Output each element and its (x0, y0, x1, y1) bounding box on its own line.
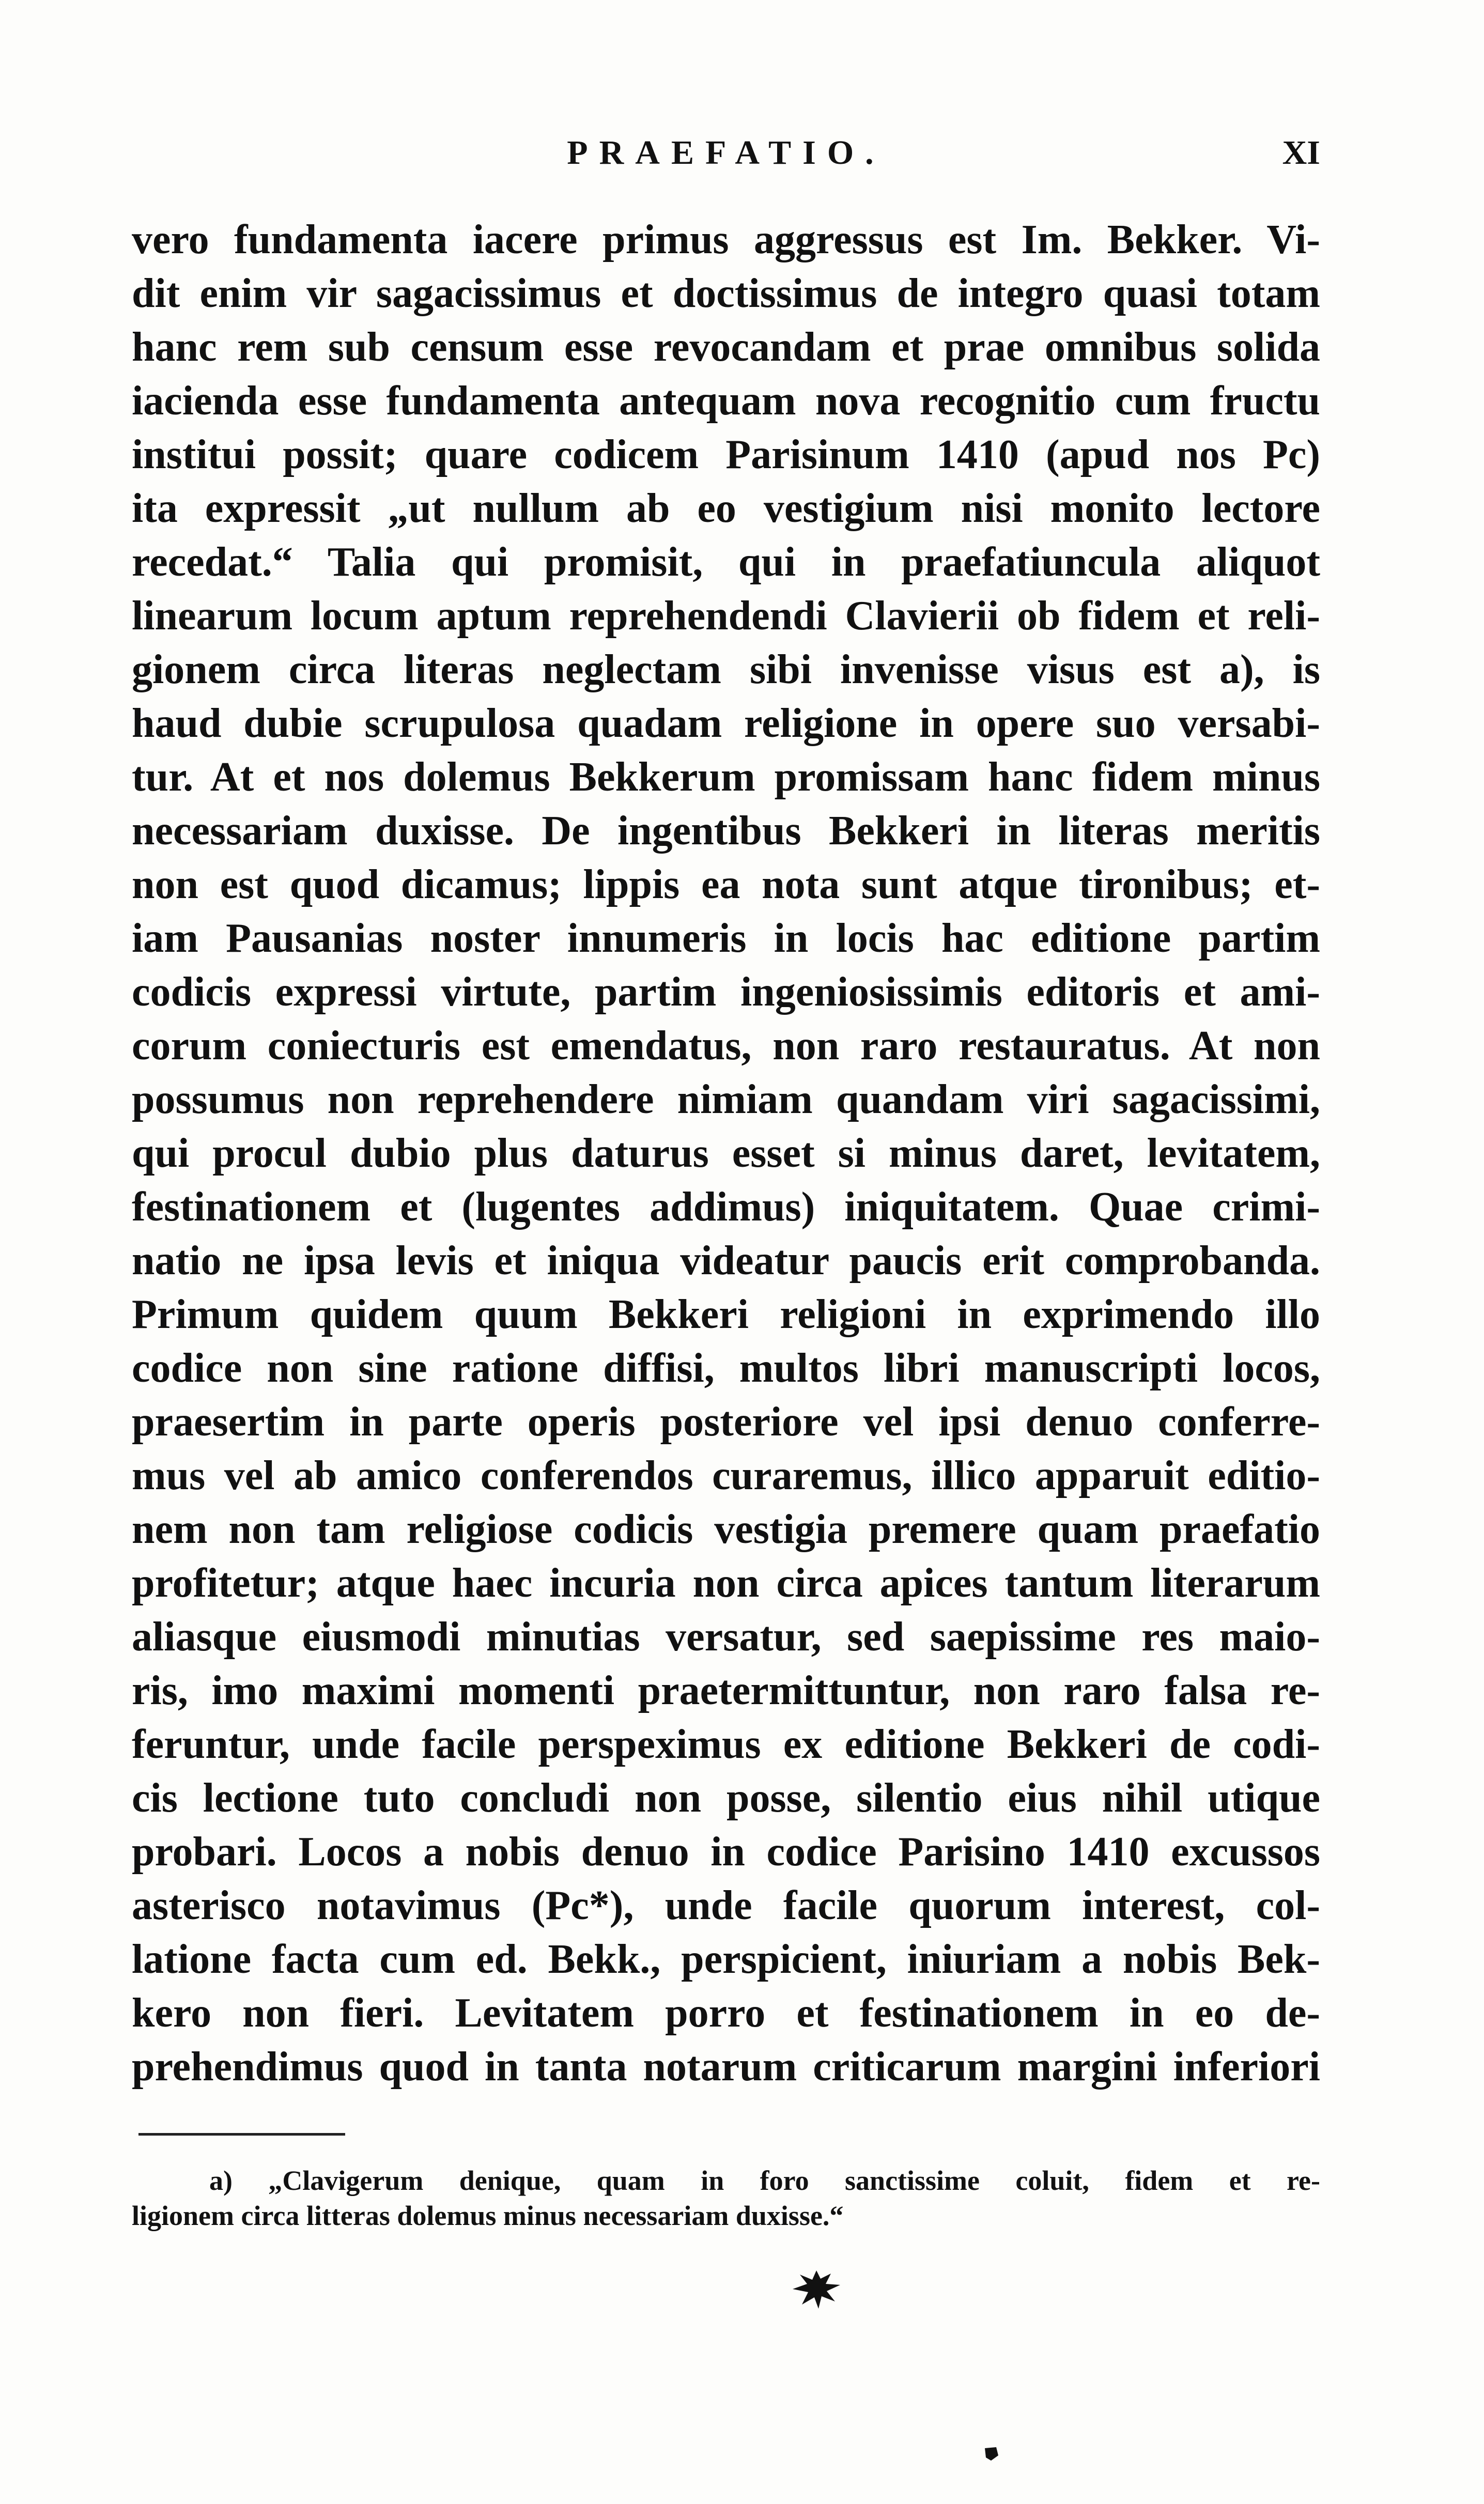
text-line: corum coniecturis est emendatus, non raro restauratus. At non (132, 1023, 1320, 1069)
text-line: dit enim vir sagacissimus et doctissimus de integro quasi totam (132, 271, 1320, 316)
text-line: iam Pausanias noster innumeris in locis hac editione partim (132, 916, 1320, 961)
text-line: latione facta cum ed. Bekk., perspicient, iniuriam a nobis Bek- (132, 1937, 1320, 1982)
text-line: possumus non reprehendere nimiam quandam viri sagacissimi, (132, 1077, 1320, 1122)
text-line: Primum quidem quum Bekkeri religioni in exprimendo illo (132, 1292, 1320, 1337)
ink-speck-icon (981, 2443, 1001, 2464)
text-line: profitetur; atque haec incuria non circa apices tantum literarum (132, 1560, 1320, 1606)
text-line: feruntur, unde facile perspeximus ex editione Bekkeri de codi- (132, 1722, 1320, 1767)
text-line: codice non sine ratione diffisi, multos libri manuscripti locos, (132, 1346, 1320, 1391)
text-line: codicis expressi virtute, partim ingeniosissimis editoris et ami- (132, 969, 1320, 1015)
text-line: haud dubie scrupulosa quadam religione in opere suo versabi- (132, 701, 1320, 746)
running-title: PRAEFATIO. (567, 134, 885, 172)
printer-ornament-icon (791, 2268, 842, 2310)
text-line: probari. Locos a nobis denuo in codice Parisino 1410 excussos (132, 1829, 1320, 1875)
text-line: aliasque eiusmodi minutias versatur, sed saepissime res maio- (132, 1614, 1320, 1660)
text-line: cis lectione tuto concludi non posse, silentio eius nihil utique (132, 1775, 1320, 1821)
text-line: necessariam duxisse. De ingentibus Bekkeri in literas meritis (132, 808, 1320, 854)
footnote-line: ligionem circa litteras dolemus minus necessariam duxisse.“ (132, 2200, 844, 2231)
text-line: natio ne ipsa levis et iniqua videatur paucis erit comprobanda. (132, 1238, 1320, 1284)
text-line: praesertim in parte operis posteriore vel ipsi denuo conferre- (132, 1399, 1320, 1445)
text-line: tur. At et nos dolemus Bekkerum promissam hanc fidem minus (132, 754, 1320, 800)
text-line: vero fundamenta iacere primus aggressus est Im. Bekker. Vi- (132, 217, 1320, 262)
text-line: festinationem et (lugentes addimus) iniquitatem. Quae crimi- (132, 1184, 1320, 1230)
text-line: mus vel ab amico conferendos curaremus, illico apparuit editio- (132, 1453, 1320, 1498)
text-line: iacienda esse fundamenta antequam nova recognitio cum fructu (132, 378, 1320, 424)
footnote (132, 2163, 1320, 2233)
text-line: kero non fieri. Levitatem porro et festinationem in eo de- (132, 1990, 1320, 2036)
body-text (132, 213, 1320, 2094)
text-line: qui procul dubio plus daturus esset si minus daret, levitatem, (132, 1131, 1320, 1176)
page-number: XI (1282, 134, 1320, 172)
text-line: ita expressit „ut nullum ab eo vestigium nisi monito lectore (132, 486, 1320, 531)
text-line: linearum locum aptum reprehendendi Clavierii ob fidem et reli- (132, 593, 1320, 639)
text-line: institui possit; quare codicem Parisinum 1410 (apud nos Pc) (132, 432, 1320, 477)
text-line: hanc rem sub censum esse revocandam et prae omnibus solida (132, 324, 1320, 370)
text-line: gionem circa literas neglectam sibi invenisse visus est a), is (132, 647, 1320, 692)
footnote-line: a) „Clavigerum denique, quam in foro sanctissime coluit, fidem et re- (209, 2165, 1320, 2196)
text-line: non est quod dicamus; lippis ea nota sunt atque tironibus; et- (132, 862, 1320, 907)
text-line: prehendimus quod in tanta notarum criticarum margini inferiori (132, 2044, 1320, 2090)
text-line: recedat.“ Talia qui promisit, qui in praefatiuncula aliquot (132, 539, 1320, 585)
text-line: asterisco notavimus (Pc*), unde facile quorum interest, col- (132, 1883, 1320, 1928)
page-header (132, 133, 1320, 180)
text-line: nem non tam religiose codicis vestigia premere quam praefatio (132, 1507, 1320, 1552)
text-line: ris, imo maximi momenti praetermittuntur, non raro falsa re- (132, 1668, 1320, 1713)
footnote-rule (138, 2133, 345, 2136)
